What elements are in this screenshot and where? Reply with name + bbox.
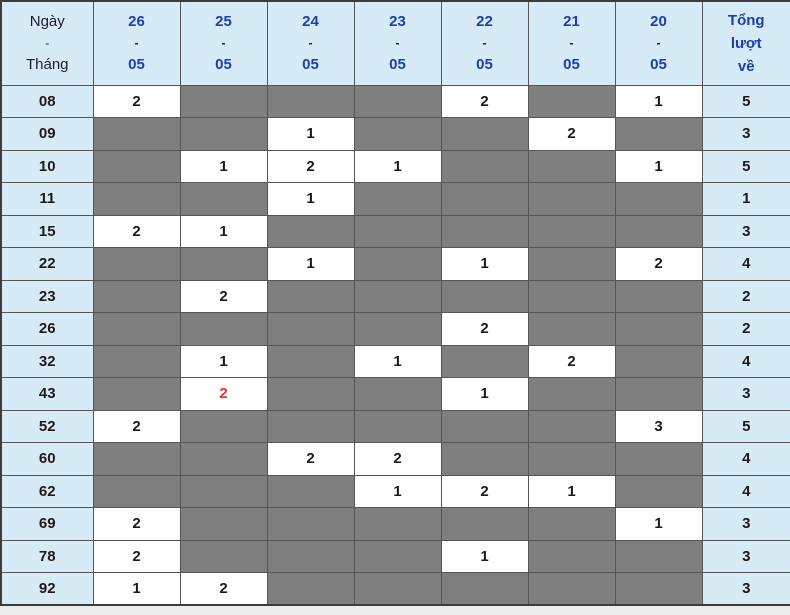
row-label: 23: [1, 280, 93, 313]
empty-cell: [528, 150, 615, 183]
total-header-line: Tổng: [727, 11, 765, 29]
empty-cell: [441, 573, 528, 606]
empty-cell: [528, 313, 615, 346]
table-row-23: [1, 280, 790, 313]
empty-cell: [93, 443, 180, 476]
date-header-separator: -: [308, 36, 313, 51]
empty-cell: [615, 345, 702, 378]
empty-cell: [528, 443, 615, 476]
empty-cell: [267, 85, 354, 118]
empty-cell: [354, 248, 441, 281]
total-cell: 5: [702, 150, 790, 183]
row-label: 52: [1, 410, 93, 443]
header-row: [1, 1, 790, 85]
stat-cell: 2: [528, 345, 615, 378]
table-row-62: [1, 475, 790, 508]
empty-cell: [615, 215, 702, 248]
total-cell: 3: [702, 378, 790, 411]
empty-cell: [354, 378, 441, 411]
empty-cell: [354, 118, 441, 151]
empty-cell: [93, 280, 180, 313]
empty-cell: [180, 85, 267, 118]
row-label: 22: [1, 248, 93, 281]
total-cell: 3: [702, 573, 790, 606]
empty-cell: [441, 410, 528, 443]
empty-cell: [528, 183, 615, 216]
empty-cell: [354, 215, 441, 248]
stat-cell: 1: [615, 150, 702, 183]
date-header-day: 22: [476, 13, 493, 31]
date-header-day: 23: [389, 13, 406, 31]
stat-cell: 1: [528, 475, 615, 508]
empty-cell: [267, 313, 354, 346]
empty-cell: [354, 280, 441, 313]
empty-cell: [615, 540, 702, 573]
empty-cell: [267, 410, 354, 443]
table-row-10: [1, 150, 790, 183]
date-header-month: 05: [128, 56, 145, 74]
row-label: 10: [1, 150, 93, 183]
date-header-month: 05: [302, 56, 319, 74]
stat-cell: 2: [441, 313, 528, 346]
empty-cell: [441, 183, 528, 216]
empty-cell: [267, 540, 354, 573]
empty-cell: [528, 85, 615, 118]
stat-cell: 1: [441, 248, 528, 281]
table-row-15: [1, 215, 790, 248]
empty-cell: [441, 345, 528, 378]
empty-cell: [615, 280, 702, 313]
empty-cell: [528, 410, 615, 443]
date-header-month: 05: [476, 56, 493, 74]
table-row-08: [1, 85, 790, 118]
total-cell: 3: [702, 215, 790, 248]
empty-cell: [441, 150, 528, 183]
row-label: 69: [1, 508, 93, 541]
stat-cell: 1: [441, 378, 528, 411]
empty-cell: [267, 573, 354, 606]
empty-cell: [441, 118, 528, 151]
stat-cell: 1: [615, 508, 702, 541]
stat-cell: 1: [180, 150, 267, 183]
empty-cell: [354, 410, 441, 443]
total-cell: 4: [702, 443, 790, 476]
date-header-month: 05: [650, 56, 667, 74]
stat-cell: 1: [615, 85, 702, 118]
empty-cell: [615, 183, 702, 216]
total-header-line: lượt: [730, 34, 762, 52]
empty-cell: [93, 345, 180, 378]
table-row-78: [1, 540, 790, 573]
total-cell: 5: [702, 85, 790, 118]
empty-cell: [441, 508, 528, 541]
empty-cell: [615, 118, 702, 151]
stat-cell: 1: [267, 248, 354, 281]
stat-cell: 2: [441, 85, 528, 118]
empty-cell: [180, 313, 267, 346]
empty-cell: [267, 378, 354, 411]
stat-cell: 2: [267, 443, 354, 476]
row-label: 15: [1, 215, 93, 248]
table-row-09: [1, 118, 790, 151]
empty-cell: [180, 443, 267, 476]
empty-cell: [180, 508, 267, 541]
empty-cell: [267, 345, 354, 378]
date-header-month: 05: [389, 56, 406, 74]
date-header-21-05: [528, 1, 615, 85]
stat-cell: 1: [180, 215, 267, 248]
empty-cell: [354, 508, 441, 541]
date-header-day: 24: [302, 13, 319, 31]
table-row-60: [1, 443, 790, 476]
stat-cell: 2: [180, 378, 267, 411]
empty-cell: [528, 248, 615, 281]
table-row-69: [1, 508, 790, 541]
empty-cell: [441, 443, 528, 476]
date-header-month: 05: [563, 56, 580, 74]
empty-cell: [354, 573, 441, 606]
empty-cell: [180, 118, 267, 151]
empty-cell: [615, 573, 702, 606]
total-cell: 4: [702, 248, 790, 281]
table-row-22: [1, 248, 790, 281]
stat-cell: 2: [93, 508, 180, 541]
stat-cell: 2: [267, 150, 354, 183]
date-header-separator: -: [569, 36, 574, 51]
date-header-20-05: [615, 1, 702, 85]
row-label: 09: [1, 118, 93, 151]
total-cell: 3: [702, 118, 790, 151]
date-header-23-05: [354, 1, 441, 85]
date-header-separator: -: [482, 36, 487, 51]
total-header-line: về: [737, 57, 755, 75]
corner-header-separator: -: [45, 36, 50, 51]
total-cell: 1: [702, 183, 790, 216]
date-header-day: 25: [215, 13, 232, 31]
row-label: 32: [1, 345, 93, 378]
total-cell: 5: [702, 410, 790, 443]
empty-cell: [441, 215, 528, 248]
empty-cell: [528, 508, 615, 541]
empty-cell: [93, 313, 180, 346]
corner-header-line: Tháng: [25, 56, 69, 74]
empty-cell: [93, 378, 180, 411]
empty-cell: [354, 183, 441, 216]
date-header-separator: -: [395, 36, 400, 51]
empty-cell: [354, 540, 441, 573]
empty-cell: [267, 475, 354, 508]
row-label: 60: [1, 443, 93, 476]
stat-cell: 1: [267, 183, 354, 216]
stat-cell: 2: [180, 573, 267, 606]
total-cell: 2: [702, 280, 790, 313]
empty-cell: [267, 280, 354, 313]
total-cell: 4: [702, 345, 790, 378]
table-row-92: [1, 573, 790, 606]
stat-cell: 2: [93, 85, 180, 118]
empty-cell: [528, 378, 615, 411]
date-header-separator: -: [134, 36, 139, 51]
stat-cell: 1: [441, 540, 528, 573]
row-label: 78: [1, 540, 93, 573]
row-label: 11: [1, 183, 93, 216]
stat-cell: 2: [180, 280, 267, 313]
row-label: 62: [1, 475, 93, 508]
empty-cell: [267, 215, 354, 248]
table-row-11: [1, 183, 790, 216]
corner-header: [1, 1, 93, 85]
date-header-separator: -: [221, 36, 226, 51]
table-body: [1, 85, 790, 605]
empty-cell: [354, 313, 441, 346]
date-header-25-05: [180, 1, 267, 85]
empty-cell: [180, 410, 267, 443]
table-row-52: [1, 410, 790, 443]
empty-cell: [528, 540, 615, 573]
empty-cell: [180, 540, 267, 573]
table-row-32: [1, 345, 790, 378]
stat-cell: 2: [441, 475, 528, 508]
date-header-day: 26: [128, 13, 145, 31]
empty-cell: [528, 573, 615, 606]
stat-cell: 1: [180, 345, 267, 378]
date-header-separator: -: [656, 36, 661, 51]
stat-cell: 1: [267, 118, 354, 151]
stat-cell: 2: [528, 118, 615, 151]
table-row-26: [1, 313, 790, 346]
empty-cell: [93, 475, 180, 508]
empty-cell: [615, 313, 702, 346]
table-row-43: [1, 378, 790, 411]
stat-cell: 1: [354, 150, 441, 183]
stat-cell: 2: [93, 410, 180, 443]
empty-cell: [93, 183, 180, 216]
stat-cell: 2: [615, 248, 702, 281]
stat-cell: 3: [615, 410, 702, 443]
row-label: 43: [1, 378, 93, 411]
empty-cell: [615, 443, 702, 476]
date-header-24-05: [267, 1, 354, 85]
total-cell: 4: [702, 475, 790, 508]
date-header-26-05: [93, 1, 180, 85]
row-label: 08: [1, 85, 93, 118]
stat-cell: 2: [354, 443, 441, 476]
date-header-day: 21: [563, 13, 580, 31]
date-header-month: 05: [215, 56, 232, 74]
empty-cell: [93, 150, 180, 183]
empty-cell: [93, 248, 180, 281]
empty-cell: [615, 475, 702, 508]
date-header-22-05: [441, 1, 528, 85]
row-label: 26: [1, 313, 93, 346]
empty-cell: [267, 508, 354, 541]
stat-cell: 1: [354, 345, 441, 378]
empty-cell: [441, 280, 528, 313]
date-header-day: 20: [650, 13, 667, 31]
total-header: [702, 1, 790, 85]
corner-header-line: Ngày: [29, 13, 65, 31]
empty-cell: [528, 215, 615, 248]
empty-cell: [180, 475, 267, 508]
stat-cell: 2: [93, 540, 180, 573]
stat-cell: 1: [354, 475, 441, 508]
empty-cell: [354, 85, 441, 118]
total-cell: 3: [702, 540, 790, 573]
empty-cell: [615, 378, 702, 411]
empty-cell: [93, 118, 180, 151]
total-cell: 2: [702, 313, 790, 346]
empty-cell: [180, 183, 267, 216]
stat-cell: 1: [93, 573, 180, 606]
empty-cell: [528, 280, 615, 313]
total-cell: 3: [702, 508, 790, 541]
stat-cell: 2: [93, 215, 180, 248]
empty-cell: [180, 248, 267, 281]
row-label: 92: [1, 573, 93, 606]
